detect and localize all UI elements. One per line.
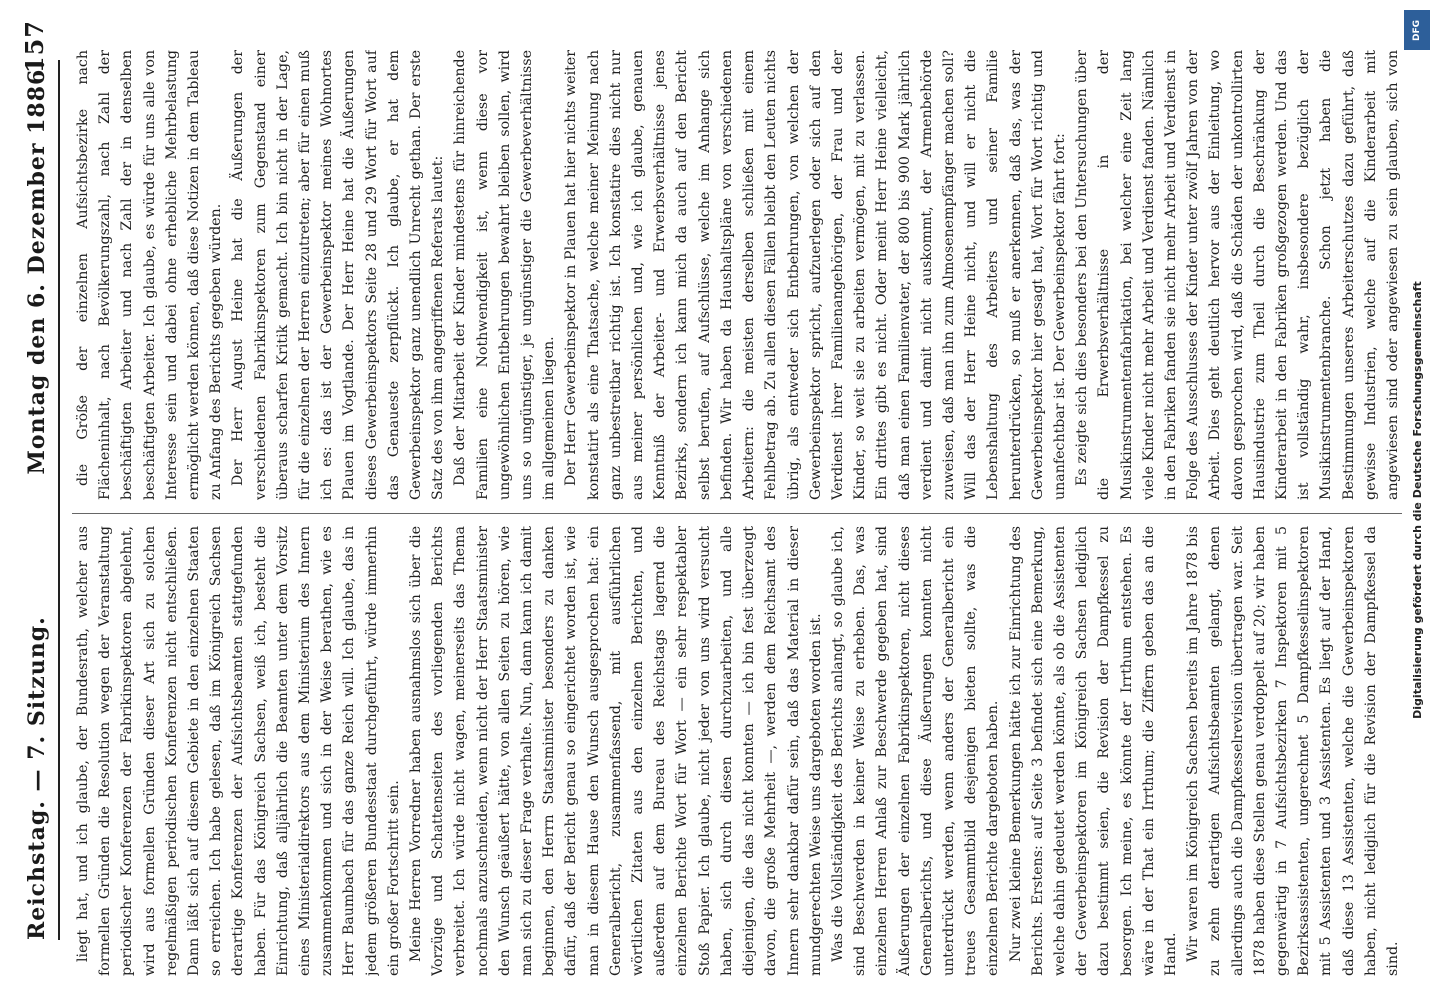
paragraph: Der Herr Gewerbeinspektor in Plauen hat hier nichts weiter konstatirt als eine Thatsache, welche meiner Meinung nach ganz unbestreitbar richtig ist. Ich konstatire dies nicht nur aus meiner persönlichen und, wie ich glaube, genauen Kenntniß der Arbeiter- und Erwerbsverhältnisse jenes Bezirks, sondern ich kann mich da auch auf den Bericht selbst berufen, auf Aufschlüsse, welche im Anhange sich befinden. Wir haben da Haushaltspläne von verschiedenen Arbeitern: die meisten derselben schließen mit einem Fehlbetrag ab. Zu allen diesen Fällen bleibt den Leuten nichts übrig, als entweder sich Entbehrungen, von welchen der Gewerbeinspektor spricht, aufzuerlegen oder sich auf den Verdienst ihrer Familienangehörigen, der Frau und der Kinder, so weit sie zu arbeiten vermögen, mit zu verlassen. Ein drittes gibt es nicht. Oder meint Herr Heine vielleicht, daß man einen Familienvater, der 800 bis 900 Mark jährlich verdient und damit nicht auskommt, der Armenbehörde zuweisen, daß man ihn zum Almosenempfänger machen soll? Will das der Herr Heine nicht, und will er nicht die Lebenshaltung des Arbeiters und seiner Familie herunterdrücken, so muß er anerkennen, daß das, was der Gewerbeinspektor hier gesagt hat, Wort für Wort richtig und unanfechtbar ist. Der Gewerbeinspektor fährt fort:: [563, 50, 1068, 500]
column-divider: [72, 513, 1402, 514]
dfg-logo: DFG: [1404, 10, 1430, 50]
paragraph: Wir waren im Königreich Sachsen bereits im Jahre 1878 bis zu zehn derartigen Aufsichtsbeamten gelangt, denen allerdings auch die Dampfkesselrevision übertragen war. Seit 1878 haben diese Stellen genau verdoppelt auf 20; wir haben gegenwärtig in 7 Aufsichtsbezirken 7 Inspektoren mit 5 Bezirksassistenten, ungerechnet 5 Dampfkesselinspektoren mit 5 Assistenten und 3 Assistenten. Es liegt auf der Hand, daß diese 13 Assistenten, welche die Gewerbeinspektoren haben, nicht lediglich für die Revision der Dampfkessel da sind.: [1185, 526, 1401, 976]
paragraph: Was die Vollständigkeit des Berichts anlangt, so glaube ich, sind Beschwerden in keiner Weise zu erheben. Das, was einzelnen Herren Anlaß zur Beschwerde gegeben hat, sind Äußerungen der einzelnen Fabrikinspektoren, nicht dieses Generalberichts, und diese Äußerungen konnten nicht unterdrückt werden, wenn anders der Generalbericht ein treues Gesammtbild desjenigen bieten sollte, was die einzelnen Berichte dargeboten haben.: [829, 526, 1002, 976]
text-column-right: [72, 50, 1402, 500]
text-column-left: [72, 526, 1402, 976]
header-left-title: Reichstag. — 7. Sitzung.: [24, 616, 50, 940]
page-header: [14, 20, 60, 940]
page-number: 157: [20, 20, 49, 74]
paragraph: liegt hat, und ich glaube, der Bundesrath, welcher aus formellen Gründen die Resolution wegen der Veranstaltung periodischer Konferenzen der Fabrikinspektoren abgelehnt, wird aus formellen Gründen dieser Art sich zu solchen regelmäßigen periodischen Konferenzen nicht entschließen. Dann läßt sich auf diesem Gebiete in den einzelnen Staaten so erreichen. Ich habe gelesen, daß im Königreich Sachsen derartige Konferenzen der Aufsichtsbeamten stattgefunden haben. Für das Königreich Sachsen, weiß ich, besteht die Einrichtung, daß alljährlich die Beamten unter dem Vorsitz eines Ministerialdirektors aus dem Ministerium des Innern zusammenkommen und sich in der Weise berathen, wie es Herr Baumbach für das ganze Reich will. Ich glaube, das in jedem größeren Bundesstaat durchgeführt, würde immerhin ein großer Fortschritt sein.: [75, 526, 402, 976]
paragraph: Nur zwei kleine Bemerkungen hätte ich zur Einrichtung des Berichts. Erstens: auf Seite 3 befindet sich eine Bemerkung, welche dahin gedeutet werden könnte, als ob die Assistenten der Gewerbeinspektoren im Königreich Sachsen lediglich dazu bestimmt seien, die Revision der Dampfkessel zu besorgen. Ich meine, es könnte der Irrthum entstehen. Es wäre in der That ein Irrthum; die Ziffern geben das an die Hand.: [1007, 526, 1179, 976]
quoted-paragraph: Es zeigte sich dies besonders bei den Untersuchungen über die Erwerbsverhältnisse in der Musikinstrumentenfabrikation, bei welcher eine Zeit lang viele Kinder nicht mehr Arbeit und Verdienst fanden. Nämlich in den Fabriken fanden sie nicht mehr Arbeit und Verdienst in Folge des Ausschlusses der Kinder unter zwölf Jahren von der Arbeit. Dies geht deutlich hervor aus der Einleitung, wo davon gesprochen wird, daß die Schäden der unkontrollirten Hausindustrie zum Theil durch die Beschränkung der Kinderarbeit in den Fabriken großgezogen werden. Und das ist vollständig wahr, insbesondere bezüglich der Musikinstrumentenbranche. Schon jetzt haben die Bestimmungen unseres Arbeiterschutzes dazu geführt, daß gewisse Industrien, welche auf die Kinderarbeit mit angewiesen sind oder angewiesen zu sein glauben, sich von: [1074, 50, 1401, 500]
header-date: Montag den 6. Dezember 1886.: [24, 60, 50, 475]
paragraph: Der Herr August Heine hat die Äußerungen der verschiedenen Fabrikinspektoren zum Gegenstand einer überaus scharfen Kritik gemacht. Ich bin nicht in der Lage, für die einzelnen der Herren einzutreten; aber für einen muß ich es: das ist der Gewerbeinspektor meines Wohnortes Plauen im Vogtlande. Der Herr Heine hat die Äußerungen dieses Gewerbeinspektors Seite 28 und 29 Wort für Wort auf das Genaueste zerpflückt. Ich glaube, er hat dem Gewerbeinspektor ganz unendlich Unrecht gethan. Der erste Satz des von ihm angegriffenen Referats lautet:: [230, 50, 447, 500]
paragraph: Meine Herren Vorredner haben ausnahmslos sich über die Vorzüge und Schattenseiten des vorliegenden Berichts verbreitet. Ich würde nicht wagen, meinerseits das Thema nochmals anzuschneiden, wenn nicht der Herr Staatsminister den Wunsch geäußert hätte, von allen Seiten zu hören, wie man sich zu dieser Frage verhalte. Nun, dann kann ich damit beginnen, den Herrn Staatsminister besonders zu danken dafür, daß der Bericht genau so eingerichtet worden ist, wie man in diesem Hause den Wunsch ausgesprochen hat: ein Generalbericht, zusammenfassend, mit ausführlichen wörtlichen Zitaten aus den einzelnen Berichten, und außerdem auf dem Bureau des Reichstags lagernd die einzelnen Berichte Wort für Wort — ein sehr respektabler Stoß Papier. Ich glaube, nicht jeder von uns wird versucht haben, sich durch diesen durchzuarbeiten, und alle diejenigen, die das nicht konnten — ich bin fest überzeugt davon, die große Mehrheit —, werden dem Reichsamt des Innern sehr dankbar dafür sein, daß das Material in dieser mundgerechten Weise uns dargeboten worden ist.: [408, 526, 824, 976]
paragraph: die Größe der einzelnen Aufsichtsbezirke nach Flächeninhalt, nach Bevölkerungszahl, nach Zahl der beschäftigten Arbeiter und nach Zahl der in denselben beschäftigten Arbeiter. Ich glaube, es würde für uns alle von Interesse sein und dabei ohne erhebliche Mehrbelastung ermöglicht werden können, daß diese Notizen in dem Tableau zu Anfang des Berichts gegeben würden.: [75, 50, 225, 500]
digitization-credit: Digitalisierung gefördert durch die Deutsche Forschungsgemeinschaft: [1411, 281, 1424, 719]
quoted-paragraph: Daß der Mitarbeit der Kinder mindestens für hinreichende Familien eine Nothwendigkeit ist, wenn diese vor ungewöhnlichen Entbehrungen bewahrt bleiben sollen, wird uns so ungünstiger, je ungünstiger die Gewerbeverhältnisse im allgemeinen liegen.: [452, 50, 558, 500]
